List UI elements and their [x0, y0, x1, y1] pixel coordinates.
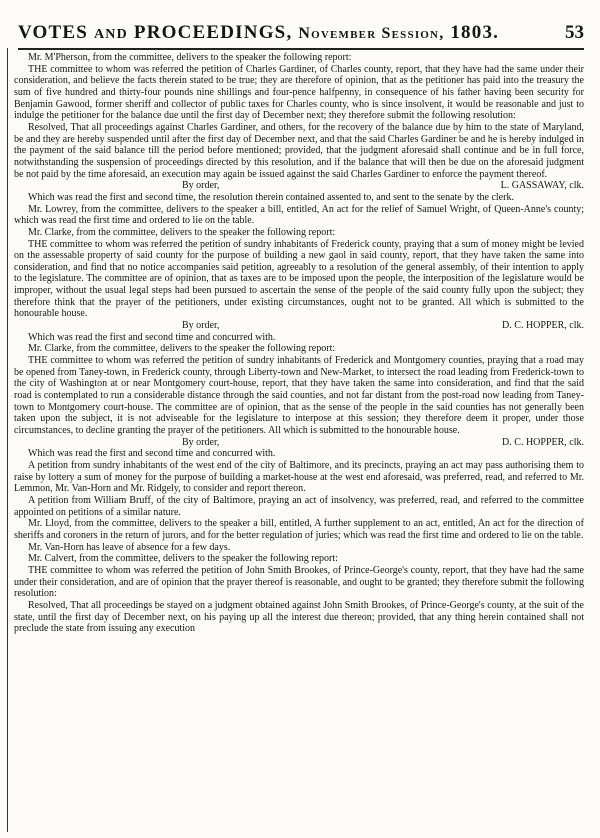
- title-and: AND: [94, 27, 128, 42]
- paragraph: Mr. Calvert, from the committee, delivers to the speaker the following report:: [28, 553, 338, 565]
- paragraph: Resolved, That all proceedings against Charles Gardiner, and others, for the recovery of the balance due by him to the state of Maryland, be and they are hereby suspended until after the first day of December next, and that the said Charles Gardiner be and he is hereby indulged in the payment of the said balance till the period before mentioned; provided, that the judgment aforesaid shall continue and be in full force, notwithstanding the suspension of proceedings directed by this resolution, and if the balance that will then be due on the aforesaid judgment be not paid by the time aforesaid, an execution may again be issued against the said Charles Gardiner to enforce the payment thereof.: [14, 121, 584, 180]
- clerk-name: D. C. HOPPER, clk.: [502, 320, 584, 332]
- by-order: By order,: [182, 436, 220, 448]
- page-header: [18, 22, 584, 50]
- paragraph: Which was read the first and second time and concurred with.: [28, 448, 276, 460]
- signature-block: [14, 320, 584, 332]
- title-proceedings: PROCEEDINGS,: [133, 22, 293, 43]
- running-title: [18, 22, 499, 44]
- paragraph: A petition from sundry inhabitants of the west end of the city of Baltimore, and its precincts, praying an act may pass authorising them to raise by lottery a sum of money for the purpose of building a market-house at the west end aforesaid, was preferred, read, and referred to Mr. Lemmon, Mr. Van-Horn and Mr. Ridgely, to consider and report thereon.: [14, 459, 584, 495]
- paragraph: Which was read the first and second time, the resolution therein contained assented to, and sent to the senate by the clerk.: [28, 191, 514, 203]
- clerk-name: D. C. HOPPER, clk.: [502, 436, 584, 448]
- by-order: By order,: [182, 320, 220, 332]
- title-year: 1803.: [450, 22, 500, 43]
- paragraph: THE committee to whom was referred the petition of John Smith Brookes, of Prince-George's county, report, that they have had the same under their consideration, and are of opinion that the prayer thereof is reasonable, and ought to be granted; they therefore submit the following resolution:: [14, 564, 584, 600]
- margin-rule: [7, 48, 8, 832]
- paragraph: Mr. Lowrey, from the committee, delivers to the speaker a bill, entitled, An act for the relief of Samuel Wright, of Queen-Anne's county; which was read the first time and ordered to lie on the table.: [14, 203, 584, 227]
- paragraph: Which was read the first and second time and concurred with.: [28, 331, 276, 343]
- document-body: [14, 52, 584, 635]
- paragraph: Mr. Clarke, from the committee, delivers to the speaker the following report:: [28, 226, 336, 238]
- paragraph: THE committee to whom was referred the petition of sundry inhabitants of Frederick and Montgomery counties, praying that a road may be opened from Taney-town, in Frederick county, through Liberty-town and New-Market, to intersect the road leading from Frederick-town to the city of Washington at or near Montgomery court-house, report, that they have taken the same into consideration, and find that the said road is contemplated to run a considerable distance through the said counties, and not far distant from the post-road now leading from Taney-town to Montgomery court-house. The committee are of opinion, that as the sense of the people in the said counties has not generally been taken upon the subject, it is not adviseable for the legislature to interpose at this session; they therefore deem it proper, under those circumstances, to decline granting the prayer of the petitioners. All which is submitted to the honourable house.: [14, 355, 584, 436]
- paragraph: Resolved, That all proceedings be stayed on a judgment obtained against John Smith Brookes, of Prince-George's county, at the suit of the state, until the first day of December next, on his paying up all the interest due thereon; provided, that any thing herein contained shall not preclude the state from issuing any execution: [14, 599, 584, 635]
- title-votes: VOTES: [18, 22, 89, 43]
- clerk-name: L. GASSAWAY, clk.: [500, 180, 584, 192]
- paragraph: A petition from William Bruff, of the city of Baltimore, praying an act of insolvency, was preferred, read, and referred to the committee appointed on petitions of a similar nature.: [14, 494, 584, 518]
- signature-block: [14, 437, 584, 449]
- paragraph: Mr. Van-Horn has leave of absence for a few days.: [28, 541, 231, 553]
- page-number: 53: [565, 22, 584, 43]
- signature-block: [14, 180, 584, 192]
- paragraph: Mr. Clarke, from the committee, delivers to the speaker the following report:: [28, 343, 336, 355]
- paragraph: Mr. Lloyd, from the committee, delivers to the speaker a bill, entitled, A further supplement to an act, entitled, An act for the direction of sheriffs and coroners in the return of jurors, and for the better regulation of juries; which was read the first time and ordered to lie on the table.: [14, 518, 584, 541]
- title-session: November Session,: [298, 25, 445, 42]
- by-order: By order,: [182, 180, 220, 192]
- paragraph: THE committee to whom was referred the petition of Charles Gardiner, of Charles county, report, that they have had the same under their consideration, and believe the facts therein stated to be true; they are therefore of opinion, that as the petitioner has paid into the treasury the sum of five hundred and thirty-four pounds nine shillings and four-pence halfpenny, in consequence of his father having been security for Benjamin Gawood, former sheriff and collector of public taxes for Charles county, who is since insolvent, it would be reasonable and just to indulge the petitioner for the balance due until the first day of December next; they therefore submit the following resolution:: [14, 63, 584, 122]
- paragraph: Mr. M'Pherson, from the committee, delivers to the speaker the following report:: [28, 52, 352, 63]
- paragraph: THE committee to whom was referred the petition of sundry inhabitants of Frederick county, praying that a sum of money might be levied on the assessable property of said county for the purpose of building a new gaol in said county, report, that they have taken the same into consideration, and find that no notice accompanies said petition, agreeably to a resolution of the general assembly, of their intention to apply to the legislature. The committee are of opinion, that as taxes are to be imposed upon the people, the interposition of the legislature would be improper, without the usual legal steps had been pursued to ascertain the sense of the people of the said county fully upon the subject; they therefore think that the prayer of the petitioners, under existing circumstances, ought not to be granted. All which is submitted to the honourable house.: [14, 238, 584, 320]
